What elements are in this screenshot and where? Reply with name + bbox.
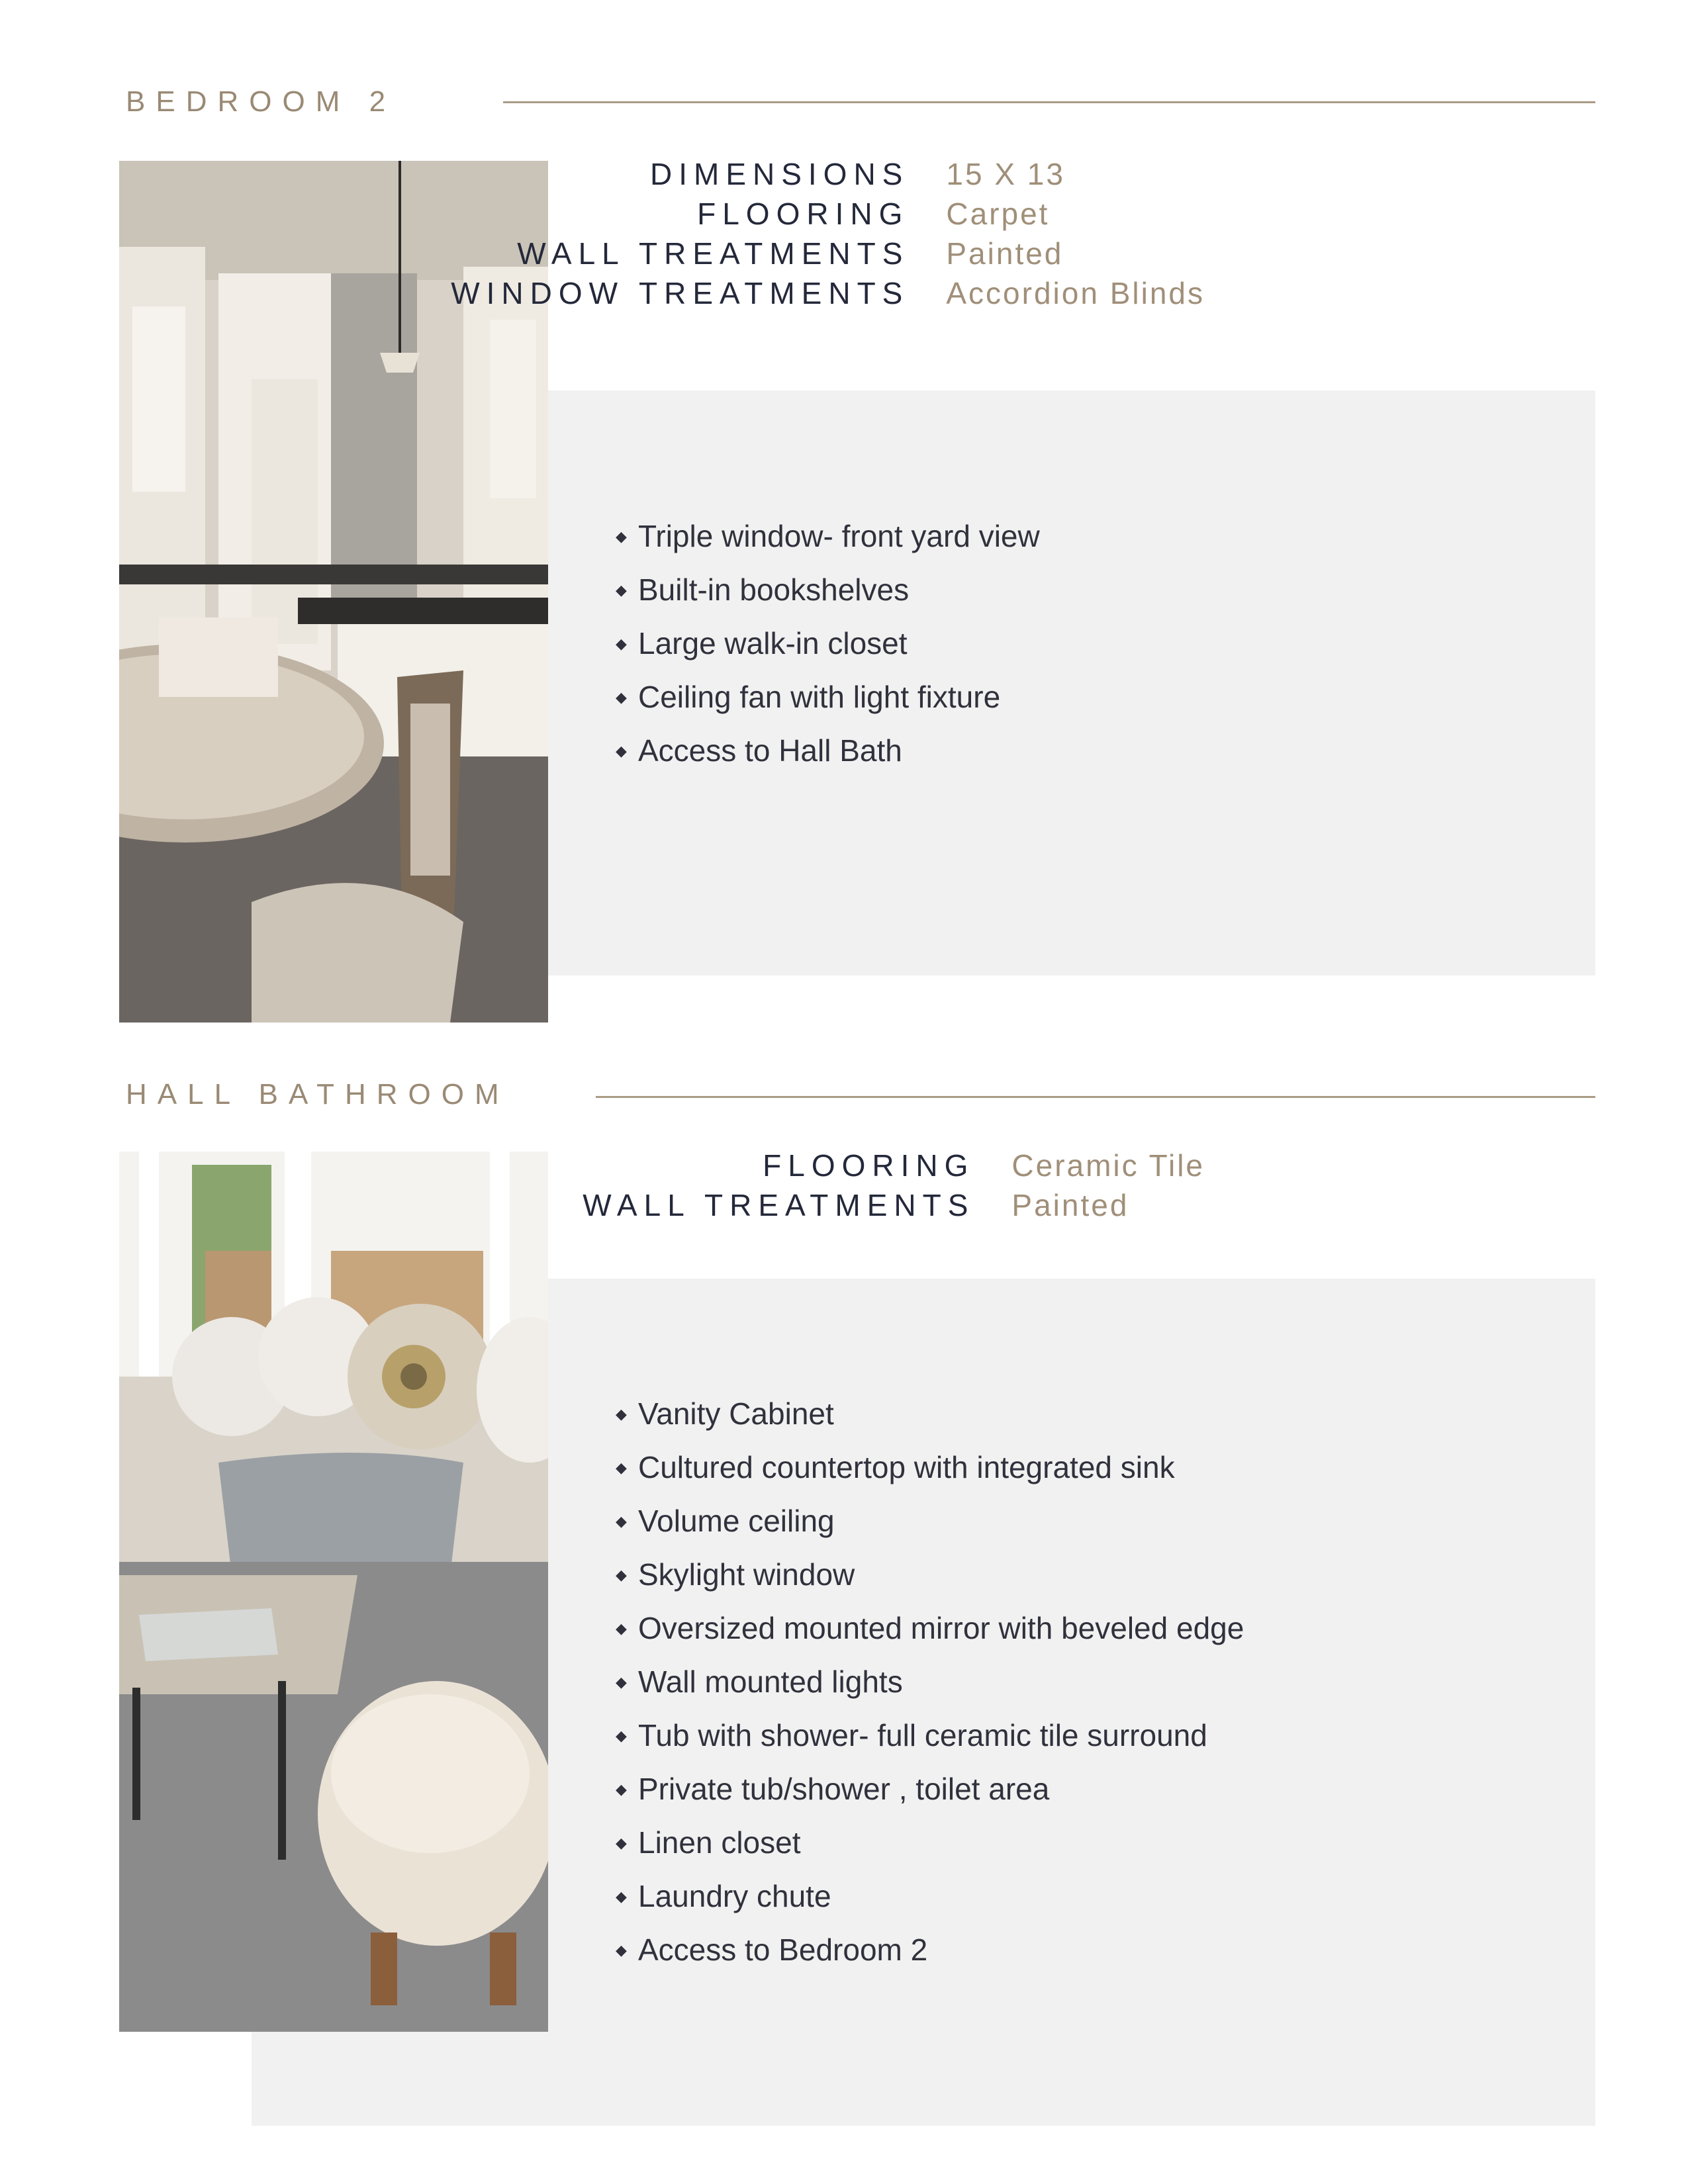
list-item: ◆ Cultured countertop with integrated sink	[616, 1441, 1244, 1494]
list-item: ◆ Laundry chute	[616, 1870, 1244, 1923]
list-item: ◆ Ceiling fan with light fixture	[616, 670, 1040, 724]
diamond-bullet-icon: ◆	[616, 1888, 627, 1905]
diamond-bullet-icon: ◆	[616, 1459, 627, 1476]
diamond-bullet-icon: ◆	[616, 582, 627, 598]
diamond-bullet-icon: ◆	[616, 689, 627, 705]
specs-table	[451, 156, 1205, 311]
spec-value-wall-treatments: Painted	[946, 236, 1064, 271]
list-item: ◆ Built-in bookshelves	[616, 563, 1040, 617]
list-item: ◆ Wall mounted lights	[616, 1655, 1244, 1709]
diamond-bullet-icon: ◆	[616, 743, 627, 759]
list-item: ◆ Access to Hall Bath	[616, 724, 1040, 778]
list-item: ◆ Private tub/shower , toilet area	[616, 1762, 1244, 1816]
spec-label-dimensions: DIMENSIONS	[650, 157, 910, 191]
spec-label-flooring: FLOORING	[763, 1148, 975, 1183]
spec-value-window-treatments: Accordion Blinds	[946, 276, 1205, 310]
list-item: ◆ Large walk-in closet	[616, 617, 1040, 670]
spec-value-wall-treatments: Painted	[1011, 1188, 1129, 1222]
features-list	[616, 1387, 1244, 1977]
diamond-bullet-icon: ◆	[616, 1620, 627, 1637]
list-item: ◆ Skylight window	[616, 1548, 1244, 1602]
list-item: ◆ Tub with shower- full ceramic tile surround	[616, 1709, 1244, 1762]
section-divider	[503, 101, 1595, 103]
diamond-bullet-icon: ◆	[616, 1674, 627, 1690]
section-divider	[596, 1096, 1595, 1098]
living-room-photo	[119, 1152, 548, 2032]
diamond-bullet-icon: ◆	[616, 1567, 627, 1583]
specs-table	[583, 1148, 1205, 1223]
section-title-hall-bathroom: HALL BATHROOM	[126, 1078, 510, 1111]
list-item: ◆ Access to Bedroom 2	[616, 1923, 1244, 1977]
section-title-bedroom-2: BEDROOM 2	[126, 85, 397, 118]
diamond-bullet-icon: ◆	[616, 1406, 627, 1422]
diamond-bullet-icon: ◆	[616, 1942, 627, 1958]
spec-value-flooring: Carpet	[946, 197, 1050, 231]
list-item: ◆ Triple window- front yard view	[616, 510, 1040, 563]
list-item: ◆ Oversized mounted mirror with beveled edge	[616, 1602, 1244, 1655]
diamond-bullet-icon: ◆	[616, 635, 627, 652]
diamond-bullet-icon: ◆	[616, 1727, 627, 1744]
spec-value-flooring: Ceramic Tile	[1011, 1148, 1205, 1183]
diamond-bullet-icon: ◆	[616, 1781, 627, 1797]
diamond-bullet-icon: ◆	[616, 528, 627, 545]
spec-label-wall-treatments: WALL TREATMENTS	[583, 1188, 975, 1222]
spec-label-flooring: FLOORING	[697, 197, 910, 231]
diamond-bullet-icon: ◆	[616, 1835, 627, 1851]
list-item: ◆ Vanity Cabinet	[616, 1387, 1244, 1441]
list-item: ◆ Linen closet	[616, 1816, 1244, 1870]
diamond-bullet-icon: ◆	[616, 1513, 627, 1529]
features-list	[616, 510, 1040, 778]
spec-label-wall-treatments: WALL TREATMENTS	[517, 236, 910, 271]
spec-label-window-treatments: WINDOW TREATMENTS	[451, 276, 910, 310]
spec-value-dimensions: 15 X 13	[946, 157, 1065, 191]
list-item: ◆ Volume ceiling	[616, 1494, 1244, 1548]
